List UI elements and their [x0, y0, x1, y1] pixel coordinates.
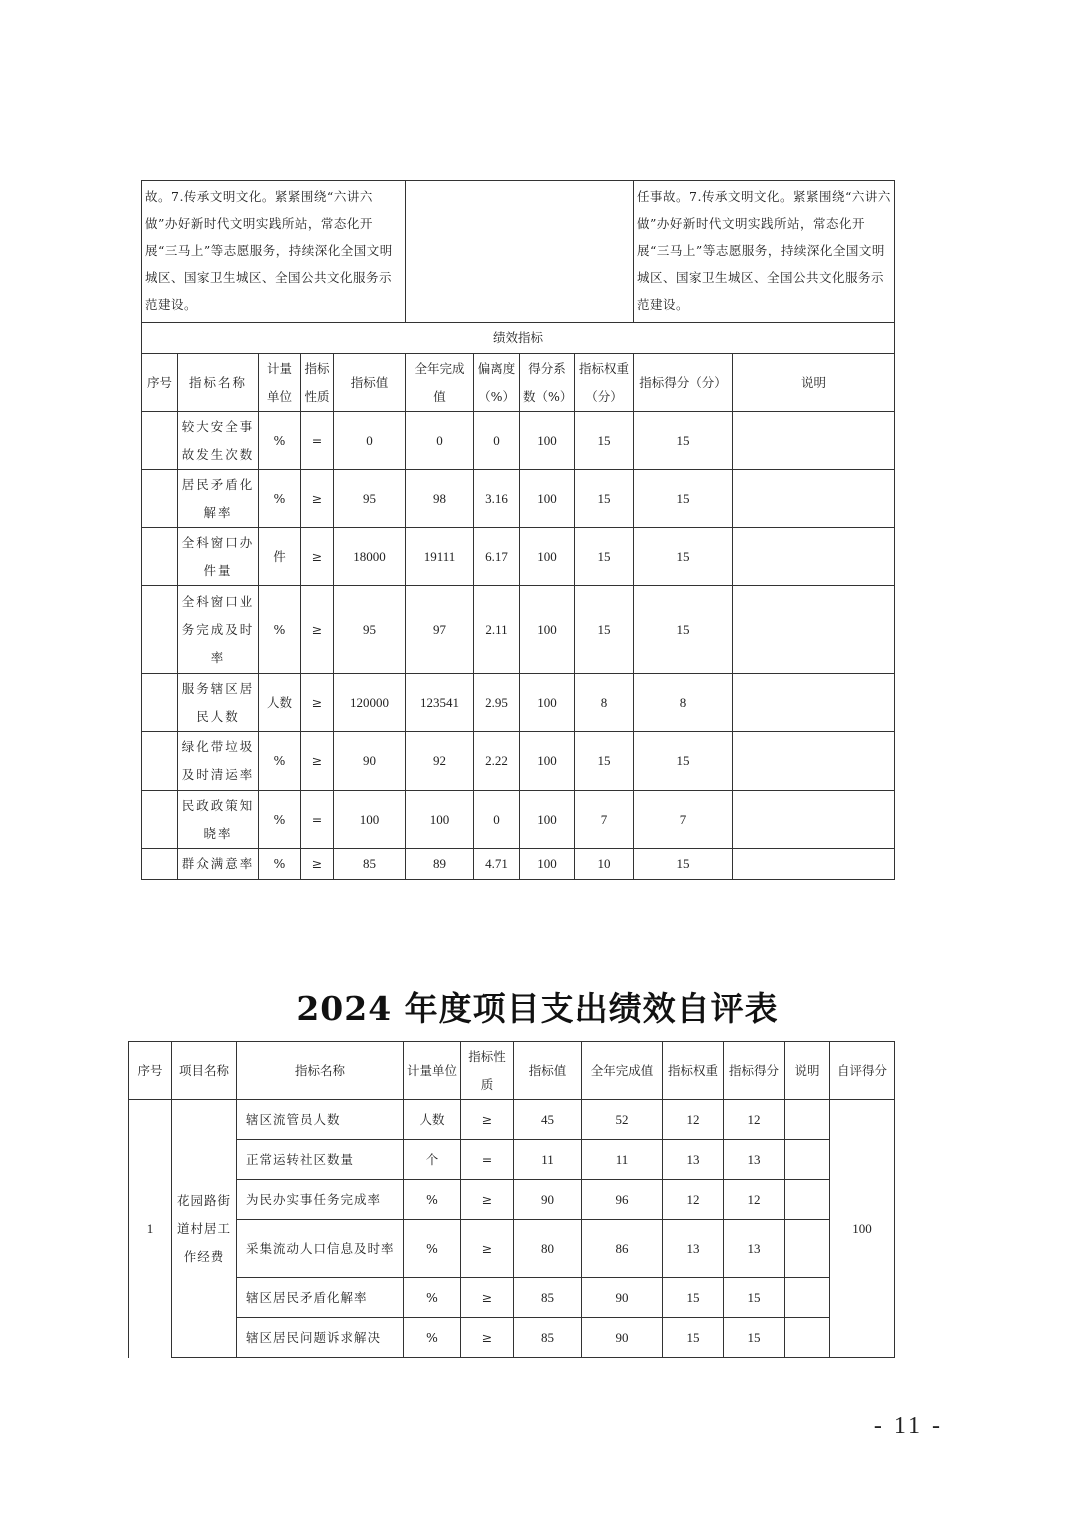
performance-indicator-table — [141, 180, 895, 880]
row-name: 民政政策知晓率 — [178, 791, 259, 849]
self-score: 100 — [830, 1100, 895, 1358]
row-note — [785, 1220, 830, 1278]
row-note — [733, 791, 895, 849]
row-actual: 89 — [406, 849, 474, 880]
row-weight: 15 — [575, 586, 634, 674]
row-target: 120000 — [334, 674, 406, 732]
row-note — [733, 586, 895, 674]
row-unit: 人数 — [404, 1100, 461, 1140]
row-nature: = — [301, 791, 334, 849]
row-score: 15 — [634, 412, 733, 470]
header-weight: 指标权重 — [663, 1042, 724, 1100]
row-actual: 19111 — [406, 528, 474, 586]
row-target: 85 — [334, 849, 406, 880]
row-unit: % — [404, 1180, 461, 1220]
row-target: 90 — [514, 1180, 582, 1220]
row-target: 45 — [514, 1100, 582, 1140]
row-note — [733, 470, 895, 528]
table-row — [142, 528, 895, 586]
row-actual: 0 — [406, 412, 474, 470]
row-weight: 15 — [575, 528, 634, 586]
header-note: 说明 — [733, 354, 895, 412]
row-actual: 86 — [582, 1220, 663, 1278]
table-row — [129, 1278, 895, 1318]
row-name: 服务辖区居民人数 — [178, 674, 259, 732]
header-target: 指标值 — [334, 354, 406, 412]
row-deviation: 2.22 — [474, 732, 520, 791]
row-target: 95 — [334, 470, 406, 528]
table-row — [142, 791, 895, 849]
header-name: 指标名称 — [178, 354, 259, 412]
row-nature: ≥ — [461, 1180, 514, 1220]
row-score: 15 — [634, 586, 733, 674]
row-target: 85 — [514, 1318, 582, 1358]
row-coef: 100 — [520, 732, 575, 791]
row-actual: 97 — [406, 586, 474, 674]
row-deviation: 2.95 — [474, 674, 520, 732]
row-indicator: 辖区居民矛盾化解率 — [237, 1278, 404, 1318]
row-target: 90 — [334, 732, 406, 791]
header-weight: 指标权重（分） — [575, 354, 634, 412]
row-unit: % — [404, 1318, 461, 1358]
row-weight: 10 — [575, 849, 634, 880]
row-seq — [142, 586, 178, 674]
row-indicator: 为民办实事任务完成率 — [237, 1180, 404, 1220]
row-actual: 92 — [406, 732, 474, 791]
row-weight: 15 — [663, 1278, 724, 1318]
row-score: 15 — [724, 1318, 785, 1358]
row-deviation: 0 — [474, 791, 520, 849]
row-note — [733, 528, 895, 586]
annual-goal-text: 故。7.传承文明文化。紧紧围绕“六讲六做”办好新时代文明实践所站，常态化开展“三马上”等志愿服务，持续深化全国文明城区、国家卫生城区、全国公共文化服务示范建设。 — [142, 181, 406, 323]
row-weight: 15 — [575, 470, 634, 528]
header-score: 指标得分（分） — [634, 354, 733, 412]
row-weight: 15 — [663, 1318, 724, 1358]
row-weight: 15 — [575, 732, 634, 791]
row-unit: % — [259, 849, 301, 880]
actual-completion-text: 任事故。7.传承文明文化。紧紧围绕“六讲六做”办好新时代文明实践所站，常态化开展“三马上”等志愿服务，持续深化全国文明城区、国家卫生城区、全国公共文化服务示范建设。 — [634, 181, 895, 323]
row-coef: 100 — [520, 528, 575, 586]
row-nature: ≥ — [301, 849, 334, 880]
header-note: 说明 — [785, 1042, 830, 1100]
row-name: 全科窗口业务完成及时率 — [178, 586, 259, 674]
project-expenditure-table — [128, 1041, 895, 1358]
row-unit: % — [259, 732, 301, 791]
row-nature: ≥ — [461, 1318, 514, 1358]
empty-cell — [406, 181, 634, 323]
table-row — [142, 732, 895, 791]
row-deviation: 3.16 — [474, 470, 520, 528]
row-actual: 90 — [582, 1278, 663, 1318]
row-seq — [142, 732, 178, 791]
header-seq: 序号 — [129, 1042, 172, 1100]
header-nature: 指标性质 — [461, 1042, 514, 1100]
row-score: 15 — [634, 732, 733, 791]
row-weight: 13 — [663, 1220, 724, 1278]
row-name: 群众满意率 — [178, 849, 259, 880]
row-actual: 52 — [582, 1100, 663, 1140]
row-note — [785, 1100, 830, 1140]
row-note — [733, 674, 895, 732]
row-coef: 100 — [520, 470, 575, 528]
row-nature: ≥ — [301, 732, 334, 791]
header-score: 指标得分 — [724, 1042, 785, 1100]
header-seq: 序号 — [142, 354, 178, 412]
header-unit: 计量单位 — [259, 354, 301, 412]
row-unit: % — [259, 791, 301, 849]
table-row — [142, 470, 895, 528]
header-target: 指标值 — [514, 1042, 582, 1100]
row-note — [733, 412, 895, 470]
row-weight: 7 — [575, 791, 634, 849]
row-nature: ≥ — [461, 1278, 514, 1318]
row-note — [733, 849, 895, 880]
row-target: 0 — [334, 412, 406, 470]
row-nature: ≥ — [461, 1220, 514, 1278]
row-seq — [142, 849, 178, 880]
row-score: 15 — [724, 1278, 785, 1318]
row-target: 95 — [334, 586, 406, 674]
table-row — [142, 586, 895, 674]
row-nature: = — [461, 1140, 514, 1180]
row-actual: 96 — [582, 1180, 663, 1220]
project-seq: 1 — [129, 1100, 172, 1358]
row-target: 100 — [334, 791, 406, 849]
row-unit: % — [404, 1278, 461, 1318]
row-score: 12 — [724, 1180, 785, 1220]
table-row — [129, 1140, 895, 1180]
row-target: 85 — [514, 1278, 582, 1318]
header-indicator: 指标名称 — [237, 1042, 404, 1100]
row-seq — [142, 412, 178, 470]
row-score: 13 — [724, 1220, 785, 1278]
row-coef: 100 — [520, 791, 575, 849]
row-unit: 件 — [259, 528, 301, 586]
table-row — [142, 674, 895, 732]
row-coef: 100 — [520, 674, 575, 732]
row-score: 15 — [634, 849, 733, 880]
row-score: 15 — [634, 528, 733, 586]
row-note — [785, 1318, 830, 1358]
row-nature: ≥ — [301, 470, 334, 528]
project-name: 花园路街道村居工作经费 — [172, 1100, 237, 1358]
row-coef: 100 — [520, 586, 575, 674]
row-note — [785, 1278, 830, 1318]
table-row — [142, 849, 895, 880]
row-unit: 个 — [404, 1140, 461, 1180]
row-indicator: 正常运转社区数量 — [237, 1140, 404, 1180]
header-actual: 全年完成值 — [406, 354, 474, 412]
row-indicator: 辖区居民问题诉求解决 — [237, 1318, 404, 1358]
row-weight: 12 — [663, 1180, 724, 1220]
row-score: 7 — [634, 791, 733, 849]
row-weight: 8 — [575, 674, 634, 732]
table-row — [142, 412, 895, 470]
row-seq — [142, 674, 178, 732]
row-actual: 90 — [582, 1318, 663, 1358]
row-name: 较大安全事故发生次数 — [178, 412, 259, 470]
row-unit: % — [404, 1220, 461, 1278]
header-row — [129, 1042, 895, 1100]
row-weight: 15 — [575, 412, 634, 470]
row-score: 13 — [724, 1140, 785, 1180]
row-coef: 100 — [520, 412, 575, 470]
row-nature: ≥ — [461, 1100, 514, 1140]
table-row — [129, 1100, 895, 1140]
row-score: 8 — [634, 674, 733, 732]
row-note — [785, 1180, 830, 1220]
page-number: - 11 - — [873, 1413, 943, 1439]
row-unit: % — [259, 470, 301, 528]
row-nature: = — [301, 412, 334, 470]
row-actual: 11 — [582, 1140, 663, 1180]
row-score: 12 — [724, 1100, 785, 1140]
header-nature: 指标性质 — [301, 354, 334, 412]
row-unit: % — [259, 586, 301, 674]
table-row — [129, 1180, 895, 1220]
header-row — [142, 354, 895, 412]
row-nature: ≥ — [301, 586, 334, 674]
header-coef: 得分系数（%） — [520, 354, 575, 412]
row-deviation: 4.71 — [474, 849, 520, 880]
row-actual: 100 — [406, 791, 474, 849]
section-title: 绩效指标 — [142, 323, 895, 354]
row-seq — [142, 470, 178, 528]
row-nature: ≥ — [301, 528, 334, 586]
row-deviation: 0 — [474, 412, 520, 470]
header-self-score: 自评得分 — [830, 1042, 895, 1100]
table-row — [129, 1220, 895, 1278]
row-seq — [142, 791, 178, 849]
header-unit: 计量单位 — [404, 1042, 461, 1100]
row-unit: % — [259, 412, 301, 470]
row-target: 18000 — [334, 528, 406, 586]
row-weight: 13 — [663, 1140, 724, 1180]
row-target: 11 — [514, 1140, 582, 1180]
row-name: 全科窗口办件量 — [178, 528, 259, 586]
row-indicator: 采集流动人口信息及时率 — [237, 1220, 404, 1278]
row-actual: 98 — [406, 470, 474, 528]
header-project: 项目名称 — [172, 1042, 237, 1100]
row-note — [785, 1140, 830, 1180]
row-target: 80 — [514, 1220, 582, 1278]
row-deviation: 2.11 — [474, 586, 520, 674]
page-title: 2024 年度项目支出绩效自评表 — [296, 989, 779, 1028]
row-coef: 100 — [520, 849, 575, 880]
row-score: 15 — [634, 470, 733, 528]
row-weight: 12 — [663, 1100, 724, 1140]
row-seq — [142, 528, 178, 586]
row-unit: 人数 — [259, 674, 301, 732]
row-deviation: 6.17 — [474, 528, 520, 586]
row-name: 居民矛盾化解率 — [178, 470, 259, 528]
row-indicator: 辖区流管员人数 — [237, 1100, 404, 1140]
row-name: 绿化带垃圾及时清运率 — [178, 732, 259, 791]
header-deviation: 偏离度（%） — [474, 354, 520, 412]
row-note — [733, 732, 895, 791]
header-actual: 全年完成值 — [582, 1042, 663, 1100]
table-row — [129, 1318, 895, 1358]
row-actual: 123541 — [406, 674, 474, 732]
row-nature: ≥ — [301, 674, 334, 732]
